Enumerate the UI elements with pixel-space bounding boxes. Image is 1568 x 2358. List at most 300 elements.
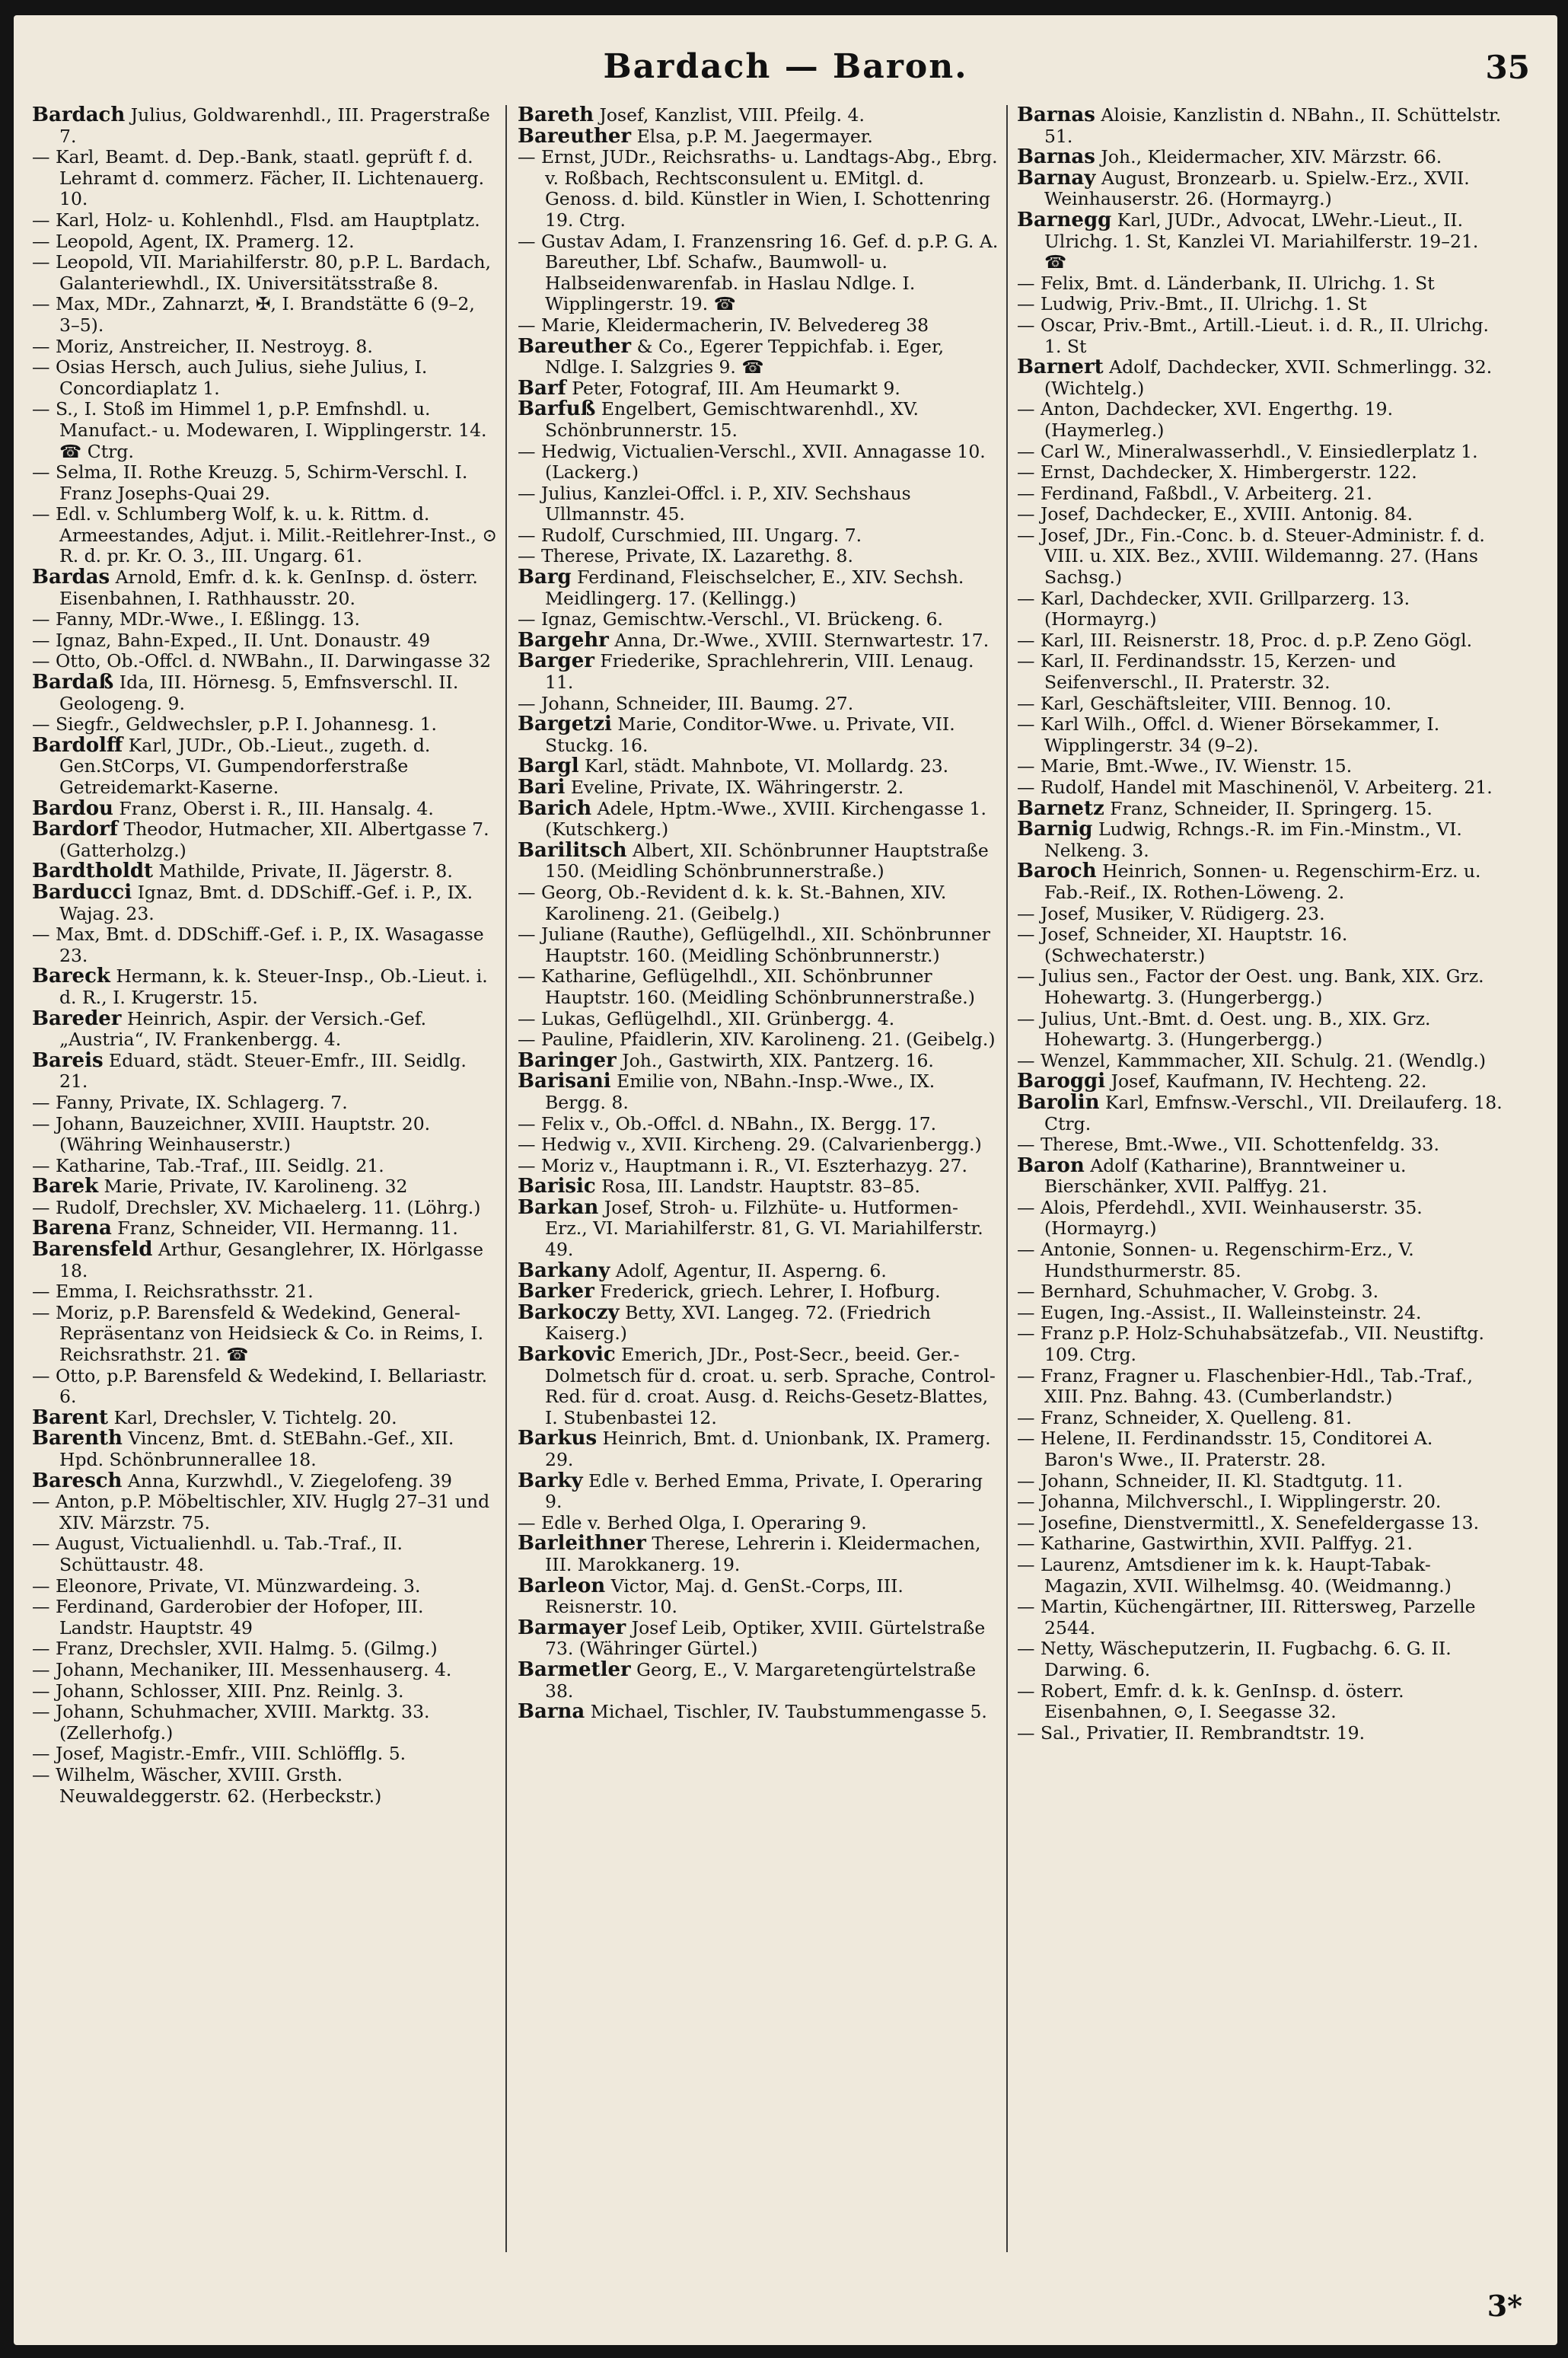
- directory-entry: [1017, 504, 1504, 525]
- entry-details: — Josef, Dachdecker, E., XVIII. Antonig. 84.: [1017, 503, 1413, 525]
- entry-details: — Selma, II. Rothe Kreuzg. 5, Schirm-Verschl. I. Franz Josephs-Quai 29.: [32, 461, 468, 504]
- entry-details: Karl, städt. Mahnbote, VI. Mollardg. 23.: [578, 755, 949, 777]
- entry-details: — Josef, Musiker, V. Rüdigerg. 23.: [1017, 902, 1325, 924]
- entry-details: — Robert, Emfr. d. k. k. GenInsp. d. österr. Eisenbahnen, ⊙, I. Seegasse 32.: [1017, 1680, 1404, 1723]
- entry-surname: Barfuß: [518, 397, 596, 421]
- directory-entry: [518, 1428, 999, 1470]
- directory-entry: [518, 1345, 999, 1428]
- directory-entry: [1017, 273, 1504, 295]
- entry-surname: Bari: [518, 776, 566, 799]
- directory-entry: [518, 882, 999, 924]
- directory-column-3: [1017, 105, 1504, 2283]
- entry-surname: Barkovic: [518, 1343, 616, 1367]
- directory-entry: [1017, 1555, 1504, 1597]
- entry-details: Aloisie, Kanzlistin d. NBahn., II. Schüttelstr. 51.: [1044, 105, 1502, 147]
- directory-entry: [32, 1366, 498, 1408]
- entry-surname: Barker: [518, 1280, 594, 1303]
- entry-surname: Barensfeld: [32, 1238, 153, 1262]
- directory-entry: [518, 1114, 999, 1135]
- directory-entry: [32, 1576, 498, 1597]
- entry-surname: Barolin: [1017, 1090, 1100, 1114]
- directory-entry: [32, 882, 498, 924]
- entry-details: — Therese, Private, IX. Lazarethg. 8.: [518, 545, 853, 567]
- directory-entry: [32, 1048, 498, 1093]
- entry-surname: Bardach: [32, 105, 126, 126]
- entry-surname: Bareuther: [518, 334, 632, 358]
- entry-details: — Bernhard, Schuhmacher, V. Grobg. 3.: [1017, 1281, 1379, 1303]
- directory-entry: [1017, 1009, 1504, 1051]
- signature-mark: 3*: [1487, 2289, 1522, 2323]
- directory-entry: [32, 630, 498, 652]
- directory-entry: [518, 756, 999, 777]
- directory-entry: [518, 334, 999, 378]
- entry-surname: Barich: [518, 796, 592, 820]
- entry-details: — Eugen, Ing.-Assist., II. Walleinsteinstr. 24.: [1017, 1301, 1422, 1323]
- entry-details: — Leopold, Agent, IX. Pramerg. 12.: [32, 230, 355, 252]
- directory-entry: [32, 1240, 498, 1281]
- entry-details: — Marie, Bmt.-Wwe., IV. Wienstr. 15.: [1017, 755, 1353, 777]
- directory-entry: [1017, 1134, 1504, 1156]
- entry-surname: Barky: [518, 1469, 583, 1492]
- directory-entry: [518, 1702, 999, 1723]
- directory-entry: [518, 1533, 999, 1575]
- directory-entry: [1017, 1090, 1504, 1134]
- entry-details: Marie, Conditor-Wwe. u. Private, VII. Stuckg. 16.: [545, 713, 955, 756]
- entry-details: Arnold, Emfr. d. k. k. GenInsp. d. österr. Eisenbahnen, I. Rathhausstr. 20.: [59, 566, 478, 609]
- column-divider: [505, 105, 507, 2252]
- entry-surname: Bargl: [518, 755, 579, 778]
- directory-entry: [518, 1471, 999, 1513]
- entry-details: — Siegfr., Geldwechsler, p.P. I. Johannesg. 1.: [32, 713, 438, 735]
- entry-details: Josef, Kanzlist, VIII. Pfeilg. 4.: [593, 105, 865, 126]
- directory-entry: [1017, 1428, 1504, 1470]
- directory-entry: [518, 1660, 999, 1702]
- entry-details: Victor, Maj. d. GenSt.-Corps, III. Reisnerstr. 10.: [545, 1575, 904, 1618]
- entry-surname: Bardas: [32, 566, 110, 589]
- entry-details: — Leopold, VII. Mariahilferstr. 80, p.P. L. Bardach, Galanteriewhdl., IX. Universitätsstraße 8.: [32, 251, 491, 294]
- entry-details: Heinrich, Aspir. der Versich.-Gef. „Austria“, IV. Frankenbergg. 4.: [59, 1007, 427, 1051]
- directory-entry: [518, 1176, 999, 1198]
- entry-surname: Bareis: [32, 1048, 104, 1072]
- entry-details: Arthur, Gesanglehrer, IX. Hörlgasse 18.: [59, 1239, 484, 1281]
- entry-details: Julius, Goldwarenhdl., III. Pragerstraße 7.: [59, 105, 490, 147]
- entry-surname: Bareder: [32, 1007, 122, 1030]
- directory-entry: [518, 630, 999, 652]
- directory-entry: [32, 567, 498, 609]
- entry-details: Elsa, p.P. M. Jaegermayer.: [631, 125, 873, 147]
- directory-entry: [1017, 1681, 1504, 1723]
- entry-details: — Emma, I. Reichsrathsstr. 21.: [32, 1281, 314, 1303]
- directory-entry: [1017, 1513, 1504, 1534]
- entry-surname: Barkany: [518, 1259, 610, 1282]
- entry-details: — Ignaz, Bahn-Exped., II. Unt. Donaustr. 49: [32, 629, 431, 651]
- directory-entry: [518, 1261, 999, 1282]
- directory-entry: [32, 735, 498, 799]
- entry-details: Franz, Schneider, II. Springerg. 15.: [1104, 797, 1433, 819]
- directory-entry: [518, 483, 999, 525]
- directory-entry: [32, 1638, 498, 1660]
- entry-details: — Rudolf, Drechsler, XV. Michaelerg. 11. (Löhrg.): [32, 1196, 481, 1218]
- entry-details: — Edl. v. Schlumberg Wolf, k. u. k. Rittm. d. Armeestandes, Adjut. i. Milit.-Reitlehrer-Inst., ⊙ R. d. pr. Kr. O. 3., III. Ungarg. 61.: [32, 503, 498, 567]
- directory-entry: [1017, 105, 1504, 147]
- directory-entry: [518, 966, 999, 1008]
- directory-entry: [32, 1303, 498, 1366]
- entry-details: — Otto, p.P. Barensfeld & Wedekind, I. Bellariastr. 6.: [32, 1364, 488, 1408]
- directory-entry: [518, 1029, 999, 1051]
- directory-entry: [1017, 462, 1504, 483]
- entry-details: — Anton, p.P. Möbeltischler, XIV. Huglg 27–31 und XIV. Märzstr. 75.: [32, 1491, 490, 1533]
- directory-entry: [518, 1281, 999, 1303]
- entry-details: — Julius, Kanzlei-Offcl. i. P., XIV. Sechshaus Ullmannstr. 45.: [518, 482, 911, 525]
- directory-entry: [518, 442, 999, 483]
- page-title: Bardach — Baron.: [603, 47, 968, 86]
- directory-entry: [1017, 1198, 1504, 1240]
- entry-surname: Baroggi: [1017, 1070, 1106, 1093]
- entry-details: — Johanna, Milchverschl., I. Wipplingerstr. 20.: [1017, 1491, 1442, 1513]
- entry-details: Anna, Dr.-Wwe., XVIII. Sternwartestr. 17.: [608, 629, 990, 651]
- entry-surname: Barmetler: [518, 1658, 631, 1681]
- entry-details: — Katharine, Tab.-Traf., III. Seidlg. 21.: [32, 1154, 384, 1176]
- entry-surname: Bargehr: [518, 628, 609, 652]
- directory-entry: [518, 694, 999, 715]
- entry-surname: Bardaß: [32, 671, 114, 694]
- directory-entry: [518, 1576, 999, 1618]
- directory-entry: [1017, 1366, 1504, 1408]
- entry-surname: Barg: [518, 566, 572, 589]
- directory-entry: [1017, 210, 1504, 273]
- entry-surname: Barnig: [1017, 818, 1093, 841]
- entry-details: Mathilde, Private, II. Jägerstr. 8.: [153, 860, 453, 882]
- directory-entry: [1017, 1408, 1504, 1429]
- entry-surname: Barna: [518, 1700, 585, 1724]
- directory-entry: [32, 1744, 498, 1765]
- entry-details: Joh., Gastwirth, XIX. Pantzerg. 16.: [616, 1049, 934, 1071]
- directory-entry: [1017, 714, 1504, 756]
- entry-details: — Ferdinand, Garderobier der Hofoper, III. Landstr. Hauptstr. 49: [32, 1596, 424, 1638]
- directory-entry: [518, 1513, 999, 1534]
- entry-details: Adolf, Dachdecker, XVII. Schmerlingg. 32. (Wichtelg.): [1044, 356, 1493, 399]
- entry-details: Josef, Kaufmann, IV. Hechteng. 22.: [1105, 1071, 1427, 1093]
- entry-details: Theodor, Hutmacher, XII. Albertgasse 7. (Gatterholzg.): [59, 818, 489, 861]
- entry-details: — Wenzel, Kammmacher, XII. Schulg. 21. (Wendlg.): [1017, 1049, 1487, 1071]
- page-header: [14, 40, 1557, 116]
- entry-surname: Barenth: [32, 1427, 123, 1450]
- directory-entry: [1017, 966, 1504, 1008]
- entry-surname: Barducci: [32, 880, 132, 904]
- directory-entry: [518, 147, 999, 231]
- directory-entry: [32, 147, 498, 210]
- directory-entry: [32, 1093, 498, 1114]
- entry-details: — Johann, Schneider, II. Kl. Stadtgutg. 11.: [1017, 1469, 1403, 1492]
- directory-entry: [32, 1681, 498, 1702]
- entry-details: — Moriz v., Hauptmann i. R., VI. Eszterhazyg. 27.: [518, 1154, 967, 1176]
- directory-column-1: [32, 105, 498, 2283]
- directory-entry: [32, 651, 498, 672]
- entry-surname: Barkan: [518, 1195, 599, 1219]
- directory-entry: [518, 1071, 999, 1113]
- directory-entry: [32, 1156, 498, 1177]
- entry-details: — Carl W., Mineralwasserhdl., V. Einsiedlerplatz 1.: [1017, 440, 1478, 462]
- directory-column-2: [518, 105, 999, 2283]
- directory-entry: [1017, 1323, 1504, 1365]
- entry-details: Emerich, JDr., Post-Secr., beeid. Ger.-Dolmetsch für d. croat. u. serb. Sprache, Control-Red. für d. croat. Ausg. d. Reichs-Gesetz-Blattes, I. Stubenbastei 12.: [545, 1344, 996, 1428]
- directory-entry: [1017, 315, 1504, 357]
- entry-details: — Rudolf, Handel mit Maschinenöl, V. Arbeiterg. 21.: [1017, 777, 1493, 798]
- entry-details: — Ferdinand, Faßbdl., V. Arbeiterg. 21.: [1017, 482, 1372, 504]
- entry-details: Vincenz, Bmt. d. StEBahn.-Gef., XII. Hpd. Schönbrunnerallee 18.: [59, 1428, 454, 1470]
- directory-entry: [518, 378, 999, 400]
- column-divider: [1006, 105, 1008, 2252]
- entry-details: Franz, Schneider, VII. Hermanng. 11.: [111, 1217, 458, 1240]
- entry-details: Karl, Drechsler, V. Tichtelg. 20.: [107, 1406, 397, 1428]
- directory-entry: [1017, 1723, 1504, 1744]
- directory-entry: [518, 1134, 999, 1156]
- entry-details: — Johann, Schlosser, XIII. Pnz. Reinlg. 3.: [32, 1680, 404, 1702]
- entry-surname: Barek: [32, 1175, 99, 1198]
- directory-entry: [518, 1300, 999, 1345]
- entry-details: Josef, Stroh- u. Filzhüte- u. Hutformen-Erz., VI. Mariahilferstr. 81, G. VI. Mariahilferstr. 49.: [545, 1196, 983, 1261]
- directory-entry: [32, 1492, 498, 1533]
- entry-details: — Eleonore, Private, VI. Münzwardeing. 3.: [32, 1575, 421, 1597]
- entry-details: — Alois, Pferdehdl., XVII. Weinhauserstr. 35. (Hormayrg.): [1017, 1196, 1423, 1240]
- entry-details: — Ernst, JUDr., Reichsraths- u. Landtags-Abg., Ebrg. v. Roßbach, Rechtsconsulent u. EMitgl. d. Genoss. d. bild. Künstler in Wien, I. Schottenring 19. Ctrg.: [518, 146, 998, 231]
- entry-details: — Josefine, Dienstvermittl., X. Senefeldergasse 13.: [1017, 1511, 1480, 1533]
- entry-details: Heinrich, Sonnen- u. Regenschirm-Erz. u. Fab.-Reif., IX. Rothen-Löweng. 2.: [1044, 860, 1481, 903]
- entry-details: — Juliane (Rauthe), Geflügelhdl., XII. Schönbrunner Hauptstr. 160. (Meidling Schönbrunnerstr.): [518, 924, 991, 966]
- entry-details: Karl, Emfnsw.-Verschl., VII. Dreilauferg. 18. Ctrg.: [1044, 1091, 1503, 1134]
- entry-details: Heinrich, Bmt. d. Unionbank, IX. Pramerg. 29.: [545, 1428, 991, 1470]
- entry-details: Eveline, Private, IX. Währingerstr. 2.: [565, 777, 904, 798]
- entry-surname: Barkoczy: [518, 1300, 620, 1324]
- entry-details: — Max, Bmt. d. DDSchiff.-Gef. i. P., IX. Wasagasse 23.: [32, 924, 484, 966]
- entry-surname: Barnegg: [1017, 208, 1112, 231]
- entry-surname: Barena: [32, 1217, 112, 1240]
- directory-entry: [518, 1195, 999, 1261]
- directory-entry: [1017, 651, 1504, 693]
- entry-surname: Barleon: [518, 1574, 606, 1597]
- entry-details: Rosa, III. Landstr. Hauptstr. 83–85.: [595, 1176, 920, 1198]
- entry-details: Josef Leib, Optiker, XVIII. Gürtelstraße 73. (Währinger Gürtel.): [545, 1616, 986, 1660]
- directory-entry: [32, 672, 498, 714]
- directory-entry: [518, 567, 999, 609]
- entry-details: — Felix, Bmt. d. Länderbank, II. Ulrichg. 1. St: [1017, 272, 1435, 294]
- entry-details: — Fanny, MDr.-Wwe., I. Eßlingg. 13.: [32, 608, 360, 630]
- directory-entry: [32, 1597, 498, 1638]
- directory-entry: [32, 1660, 498, 1681]
- directory-entry: [518, 231, 999, 315]
- directory-entry: [1017, 1471, 1504, 1492]
- entry-details: — Martin, Küchengärtner, III. Rittersweg, Parzelle 2544.: [1017, 1596, 1476, 1638]
- entry-details: Karl, JUDr., Advocat, LWehr.-Lieut., II. Ulrichg. 1. St, Kanzlei VI. Mariahilferstr. 19–21. ☎: [1044, 209, 1479, 273]
- entry-details: — Katharine, Gastwirthin, XVII. Palffyg. 21.: [1017, 1533, 1413, 1555]
- entry-details: — Karl, Dachdecker, XVII. Grillparzerg. 13. (Hormayrg.): [1017, 587, 1410, 630]
- directory-entry: [32, 399, 498, 462]
- entry-details: — S., I. Stoß im Himmel 1, p.P. Emfnshdl. u. Manufact.- u. Modewaren, I. Wipplingerstr. 14. ☎ Ctrg.: [32, 398, 487, 462]
- directory-entry: [32, 294, 498, 336]
- directory-entry: [32, 861, 498, 882]
- entry-details: Betty, XVI. Langeg. 72. (Friedrich Kaiserg.): [545, 1301, 931, 1345]
- directory-entry: [32, 1765, 498, 1807]
- entry-details: — Otto, Ob.-Offcl. d. NWBahn., II. Darwingasse 32: [32, 650, 491, 672]
- entry-details: — Sal., Privatier, II. Rembrandtstr. 19.: [1017, 1721, 1366, 1744]
- directory-entry: [1017, 796, 1504, 820]
- entry-details: Eduard, städt. Steuer-Emfr., III. Seidlg. 21.: [59, 1049, 467, 1093]
- entry-details: Friederike, Sprachlehrerin, VIII. Lenaug. 11.: [545, 650, 974, 694]
- entry-surname: Bardolff: [32, 733, 123, 757]
- entry-details: Adolf (Katharine), Branntweiner u. Bierschänker, XVII. Palffyg. 21.: [1044, 1154, 1407, 1198]
- entry-surname: Bareth: [518, 105, 594, 126]
- entry-details: — Johann, Schneider, III. Baumg. 27.: [518, 692, 854, 714]
- directory-entry: [32, 819, 498, 861]
- directory-entry: [518, 105, 999, 126]
- entry-surname: Bardou: [32, 796, 113, 820]
- entry-details: — Fanny, Private, IX. Schlagerg. 7.: [32, 1091, 348, 1113]
- directory-entry: [32, 1702, 498, 1744]
- entry-details: — Ignaz, Gemischtw.-Verschl., VI. Brückeng. 6.: [518, 608, 943, 630]
- entry-details: Joh., Kleidermacher, XIV. Märzstr. 66.: [1095, 146, 1442, 168]
- entry-details: — Josef, Magistr.-Emfr., VIII. Schlöfflg. 5.: [32, 1743, 406, 1765]
- entry-details: — Josef, Schneider, XI. Hauptstr. 16. (Schwechaterstr.): [1017, 924, 1348, 966]
- directory-entry: [32, 1176, 498, 1198]
- entry-details: — Marie, Kleidermacherin, IV. Belvedereg 38: [518, 314, 929, 336]
- directory-entry: [1017, 756, 1504, 777]
- entry-details: — Oscar, Priv.-Bmt., Artill.-Lieut. i. d. R., II. Ulrichg. 1. St: [1017, 314, 1490, 357]
- entry-details: Adolf, Agentur, II. Asperng. 6.: [610, 1259, 887, 1281]
- entry-details: — Max, MDr., Zahnarzt, ✠, I. Brandstätte 6 (9–2, 3–5).: [32, 293, 475, 336]
- entry-surname: Barger: [518, 649, 594, 673]
- entry-surname: Barnay: [1017, 166, 1096, 190]
- directory-entry: [32, 357, 498, 399]
- entry-details: — Karl, Beamt. d. Dep.-Bank, staatl. geprüft f. d. Lehramt d. commerz. Fächer, II. Lichtenauerg. 10.: [32, 146, 485, 210]
- directory-entry: [32, 966, 498, 1008]
- directory-entry: [1017, 294, 1504, 315]
- entry-surname: Barisani: [518, 1070, 611, 1093]
- entry-details: — Antonie, Sonnen- u. Regenschirm-Erz., V. Hundsthurmerstr. 85.: [1017, 1239, 1414, 1281]
- directory-entry: [1017, 861, 1504, 903]
- entry-details: Ida, III. Hörnesg. 5, Emfnsverschl. II. Geologeng. 9.: [59, 672, 459, 714]
- directory-entry: [32, 252, 498, 294]
- entry-details: Ferdinand, Fleischselcher, E., XIV. Sechsh. Meidlingerg. 17. (Kellingg.): [545, 566, 964, 609]
- entry-details: — Edle v. Berhed Olga, I. Operaring 9.: [518, 1511, 867, 1533]
- directory-entry: [518, 1618, 999, 1660]
- entry-details: — Ludwig, Priv.-Bmt., II. Ulrichg. 1. St: [1017, 293, 1367, 315]
- directory-entry: [1017, 904, 1504, 925]
- entry-surname: Baron: [1017, 1153, 1085, 1177]
- entry-details: — Therese, Bmt.-Wwe., VII. Schottenfeldg. 33.: [1017, 1134, 1439, 1156]
- entry-surname: Barilitsch: [518, 838, 627, 862]
- entry-details: — Netty, Wäscheputzerin, II. Fugbachg. 6. G. II. Darwing. 6.: [1017, 1638, 1452, 1680]
- entry-details: — Hedwig, Victualien-Verschl., XVII. Annagasse 10. (Lackerg.): [518, 440, 986, 483]
- entry-surname: Bareuther: [518, 124, 632, 148]
- entry-details: — Karl, II. Ferdinandsstr. 15, Kerzen- und Seifenverschl., II. Praterstr. 32.: [1017, 650, 1396, 694]
- entry-details: Anna, Kurzwhdl., V. Ziegelofeng. 39: [122, 1469, 452, 1492]
- entry-details: Ludwig, Rchngs.-R. im Fin.-Minstm., VI. Nelkeng. 3.: [1044, 818, 1462, 861]
- directory-entry: [1017, 442, 1504, 463]
- entry-surname: Barnetz: [1017, 796, 1104, 820]
- directory-entry: [32, 105, 498, 147]
- directory-entry: [1017, 1240, 1504, 1281]
- directory-entry: [32, 1218, 498, 1240]
- directory-entry: [1017, 399, 1504, 441]
- directory-entry: [518, 126, 999, 148]
- entry-details: — Franz, Drechsler, XVII. Halmg. 5. (Gilmg.): [32, 1638, 438, 1660]
- directory-entry: [1017, 1071, 1504, 1093]
- directory-entry: [518, 525, 999, 547]
- entry-details: Michael, Tischler, IV. Taubstummengasse 5.: [585, 1701, 987, 1723]
- directory-entry: [32, 1198, 498, 1219]
- entry-details: Georg, E., V. Margaretengürtelstraße 38.: [545, 1658, 977, 1702]
- entry-details: — Rudolf, Curschmied, III. Ungarg. 7.: [518, 524, 862, 546]
- entry-details: — Julius sen., Factor der Oest. ung. Bank, XIX. Grz. Hohewartg. 3. (Hungerbergg.): [1017, 965, 1484, 1008]
- entry-details: — Josef, JDr., Fin.-Conc. b. d. Steuer-Administr. f. d. VIII. u. XIX. Bez., XVIII. Wildemanng. 27. (Hans Sachsg.): [1017, 524, 1485, 589]
- entry-details: — Anton, Dachdecker, XVI. Engerthg. 19. (Haymerleg.): [1017, 398, 1394, 441]
- entry-details: — Felix v., Ob.-Offcl. d. NBahn., IX. Bergg. 17.: [518, 1112, 937, 1134]
- directory-entry: [32, 714, 498, 735]
- directory-entry: [32, 1471, 498, 1492]
- entry-details: August, Bronzearb. u. Spielw.-Erz., XVII. Weinhauserstr. 26. (Hormayrg.): [1044, 167, 1470, 210]
- entry-surname: Barkus: [518, 1427, 598, 1450]
- directory-entry: [518, 1156, 999, 1177]
- entry-details: — Osias Hersch, auch Julius, siehe Julius, I. Concordiaplatz 1.: [32, 356, 428, 399]
- entry-surname: Barnert: [1017, 356, 1104, 379]
- directory-entry: [518, 714, 999, 756]
- entry-details: Frederick, griech. Lehrer, I. Hofburg.: [594, 1281, 941, 1303]
- entry-details: — Moriz, p.P. Barensfeld & Wedekind, General-Repräsentanz von Heidsieck & Co. in Reims, I. Reichsrathstr. 21. ☎: [32, 1301, 484, 1366]
- entry-details: — Laurenz, Amtsdiener im k. k. Haupt-Tabak-Magazin, XVII. Wilhelmsg. 40. (Weidmanng.): [1017, 1553, 1452, 1597]
- directory-entry: [1017, 483, 1504, 505]
- directory-entry: [1017, 1153, 1504, 1198]
- entry-surname: Baresch: [32, 1469, 123, 1492]
- entry-details: Edle v. Berhed Emma, Private, I. Operaring 9.: [545, 1469, 983, 1513]
- directory-entry: [32, 924, 498, 966]
- directory-entry: [32, 462, 498, 504]
- entry-surname: Barisic: [518, 1175, 596, 1198]
- directory-entry: [518, 796, 999, 841]
- directory-entry: [32, 796, 498, 820]
- directory-entry: [32, 1114, 498, 1156]
- entry-surname: Bardtholdt: [32, 860, 154, 883]
- directory-entry: [1017, 168, 1504, 210]
- entry-details: Emilie von, NBahn.-Insp.-Wwe., IX. Bergg. 8.: [545, 1071, 935, 1113]
- page-number: 35: [1485, 49, 1530, 86]
- entry-details: — Franz, Schneider, X. Quelleng. 81.: [1017, 1406, 1352, 1428]
- entry-details: & Co., Egerer Teppichfab. i. Eger, Ndlge. I. Salzgries 9. ☎: [545, 335, 945, 378]
- entry-surname: Barmayer: [518, 1616, 626, 1639]
- directory-entry: [1017, 819, 1504, 861]
- directory-entry: [1017, 589, 1504, 630]
- entry-details: — Wilhelm, Wäscher, XVIII. Grsth. Neuwaldeggerstr. 62. (Herbeckstr.): [32, 1763, 382, 1807]
- entry-details: — August, Victualienhdl. u. Tab.-Traf., II. Schüttaustr. 48.: [32, 1533, 403, 1575]
- entry-details: Engelbert, Gemischtwarenhdl., XV. Schönbrunnerstr. 15.: [545, 398, 919, 441]
- entry-details: — Hedwig v., XVII. Kircheng. 29. (Calvarienbergg.): [518, 1134, 982, 1156]
- entry-details: — Franz, Fragner u. Flaschenbier-Hdl., Tab.-Traf., XIII. Pnz. Bahng. 43. (Cumberlandstr.): [1017, 1364, 1473, 1408]
- directory-entry: [1017, 525, 1504, 589]
- entry-details: Franz, Oberst i. R., III. Hansalg. 4.: [113, 797, 434, 819]
- directory-entry: [1017, 777, 1504, 799]
- entry-surname: Barent: [32, 1406, 108, 1429]
- entry-surname: Bargetzi: [518, 713, 612, 736]
- directory-entry: [1017, 1051, 1504, 1072]
- entry-details: — Katharine, Geflügelhdl., XII. Schönbrunner Hauptstr. 160. (Meidling Schönbrunnerstraße.): [518, 965, 975, 1008]
- directory-entry: [32, 1428, 498, 1470]
- entry-details: — Johann, Mechaniker, III. Messenhauserg. 4.: [32, 1658, 452, 1680]
- directory-entry: [518, 651, 999, 693]
- directory-entry: [518, 777, 999, 799]
- entry-details: — Lukas, Geflügelhdl., XII. Grünbergg. 4.: [518, 1007, 895, 1029]
- entry-surname: Barnas: [1017, 105, 1095, 126]
- directory-entry: [32, 210, 498, 231]
- directory-entry: [32, 609, 498, 630]
